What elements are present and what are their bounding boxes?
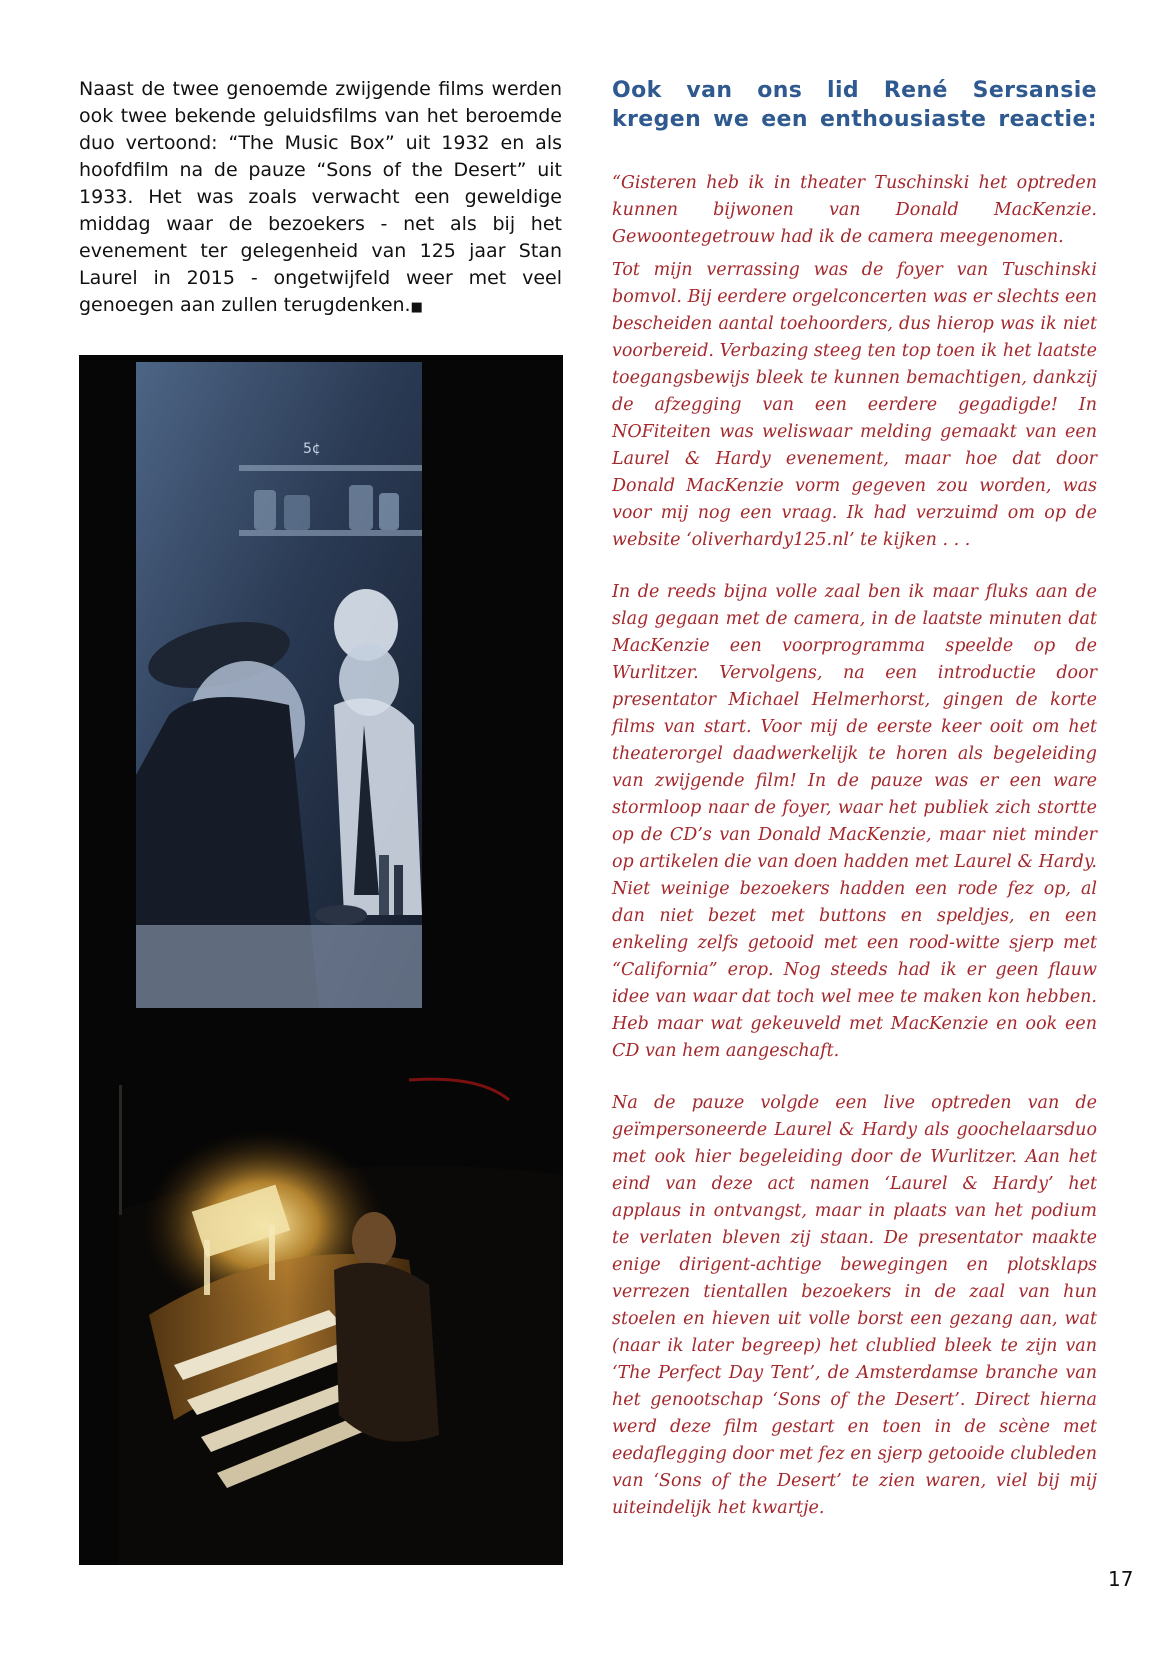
reaction-paragraph-3: In de reeds bijna volle zaal ben ik maar fluks aan de slag gegaan met de camera, in de laatste minuten dat MacKenzie een voorprogramma speelde op de Wurlitzer. Vervolgens, na een introductie door presentator Michael Helmerhorst, gingen de korte films van start. Voor mij de eerste keer ooit om het theaterorgel daadwerkelijk te horen als begeleiding van zwijgende film! In de pauze was er een ware stormloop naar de foyer, waar het publiek zich stortte op de CD’s van Donald MacKenzie, maar niet minder op artikelen die van doen hadden met Laurel & Hardy. Niet weinige bezoekers hadden een rode fez op, al dan niet bezet met buttons en speldjes, en een enkeling zelfs getooid met een rood-witte sjerp met “California” erop. Nog steeds had ik er geen flauw idee van waar dat toch wel mee te maken kon hebben. Heb maar wat gekeuveld met MacKenzie en ook een CD van hem aangeschaft.: [612, 582, 1097, 1061]
film-screen: [136, 362, 422, 1008]
theater-photo-drawing: [79, 355, 563, 1565]
end-of-article-mark: ■: [410, 300, 423, 315]
reaction-paragraph-1: “Gisteren heb ik in theater Tuschinski het optreden kunnen bijwonen van Donald MacKenzie. Gewoontegetrouw had ik de camera meegenomen.: [612, 173, 1097, 247]
intro-text: Naast de twee genoemde zwijgende films werden ook twee bekende geluidsfilms van het beroemde duo vertoond: “The Music Box” uit 1932 en als hoofdfilm na de pauze “Sons of the Desert” uit 1933. Het was zoals verwacht een geweldige middag waar de bezoekers - net als bij het evenement ter gelegenheid van 125 jaar Stan Laurel in 2015 - ongetwijfeld weer met veel genoegen aan zullen terugdenken.: [79, 78, 562, 316]
reaction-body: [612, 170, 1097, 1522]
right-column: [612, 76, 1097, 1522]
reaction-heading: Ook van ons lid René Sersansie kregen we een enthousiaste reactie:: [612, 78, 1097, 132]
screen-sign-text: 5¢: [303, 441, 321, 457]
reaction-paragraph-2: Tot mijn verrassing was de foyer van Tuschinski bomvol. Bij eerdere orgelconcerten was er slechts een bescheiden aantal toehoorders, dus hierop was ik niet voorbereid. Verbazing steeg ten top toen ik het laatste toegangsbewijs bleek te kunnen bemachtigen, dankzij de afzegging van een eerdere gegadigde! In NOFiteiten was weliswaar melding gemaakt van een Laurel & Hardy evenement, maar hoe dat door Donald MacKenzie vorm gegeven zou worden, was voor mij nog een vraag. Ik had verzuimd om op de website ‘oliverhardy125.nl’ te kijken . . .: [612, 260, 1097, 550]
page-number: 17: [1108, 1567, 1134, 1591]
theater-photo: [79, 355, 563, 1565]
left-column: [79, 76, 562, 321]
intro-paragraph: [79, 76, 562, 321]
reaction-paragraph-4: Na de pauze volgde een live optreden van de geïmpersoneerde Laurel & Hardy als goochelaarsduo met ook hier begeleiding door de Wurlitzer. Aan het eind van deze act namen ‘Laurel & Hardy’ het applaus in ontvangst, maar in plaats van het podium te verlaten bleven zij staan. De presentator maakte enige dirigent-achtige bewegingen en plotsklaps verrezen tientallen bezoekers in de zaal van hun stoelen en hieven uit volle borst een gezang aan, wat (naar ik later begreep) het clublied bleek te zijn van ‘The Perfect Day Tent’, de Amsterdamse branche van het genootschap ‘Sons of the Desert’. Direct hierna werd deze film gestart en toen in de scène met eedaflegging door met fez en sjerp getooide clubleden van ‘Sons of the Desert’ te zien waren, viel bij mij uiteindelijk het kwartje.: [612, 1093, 1097, 1518]
